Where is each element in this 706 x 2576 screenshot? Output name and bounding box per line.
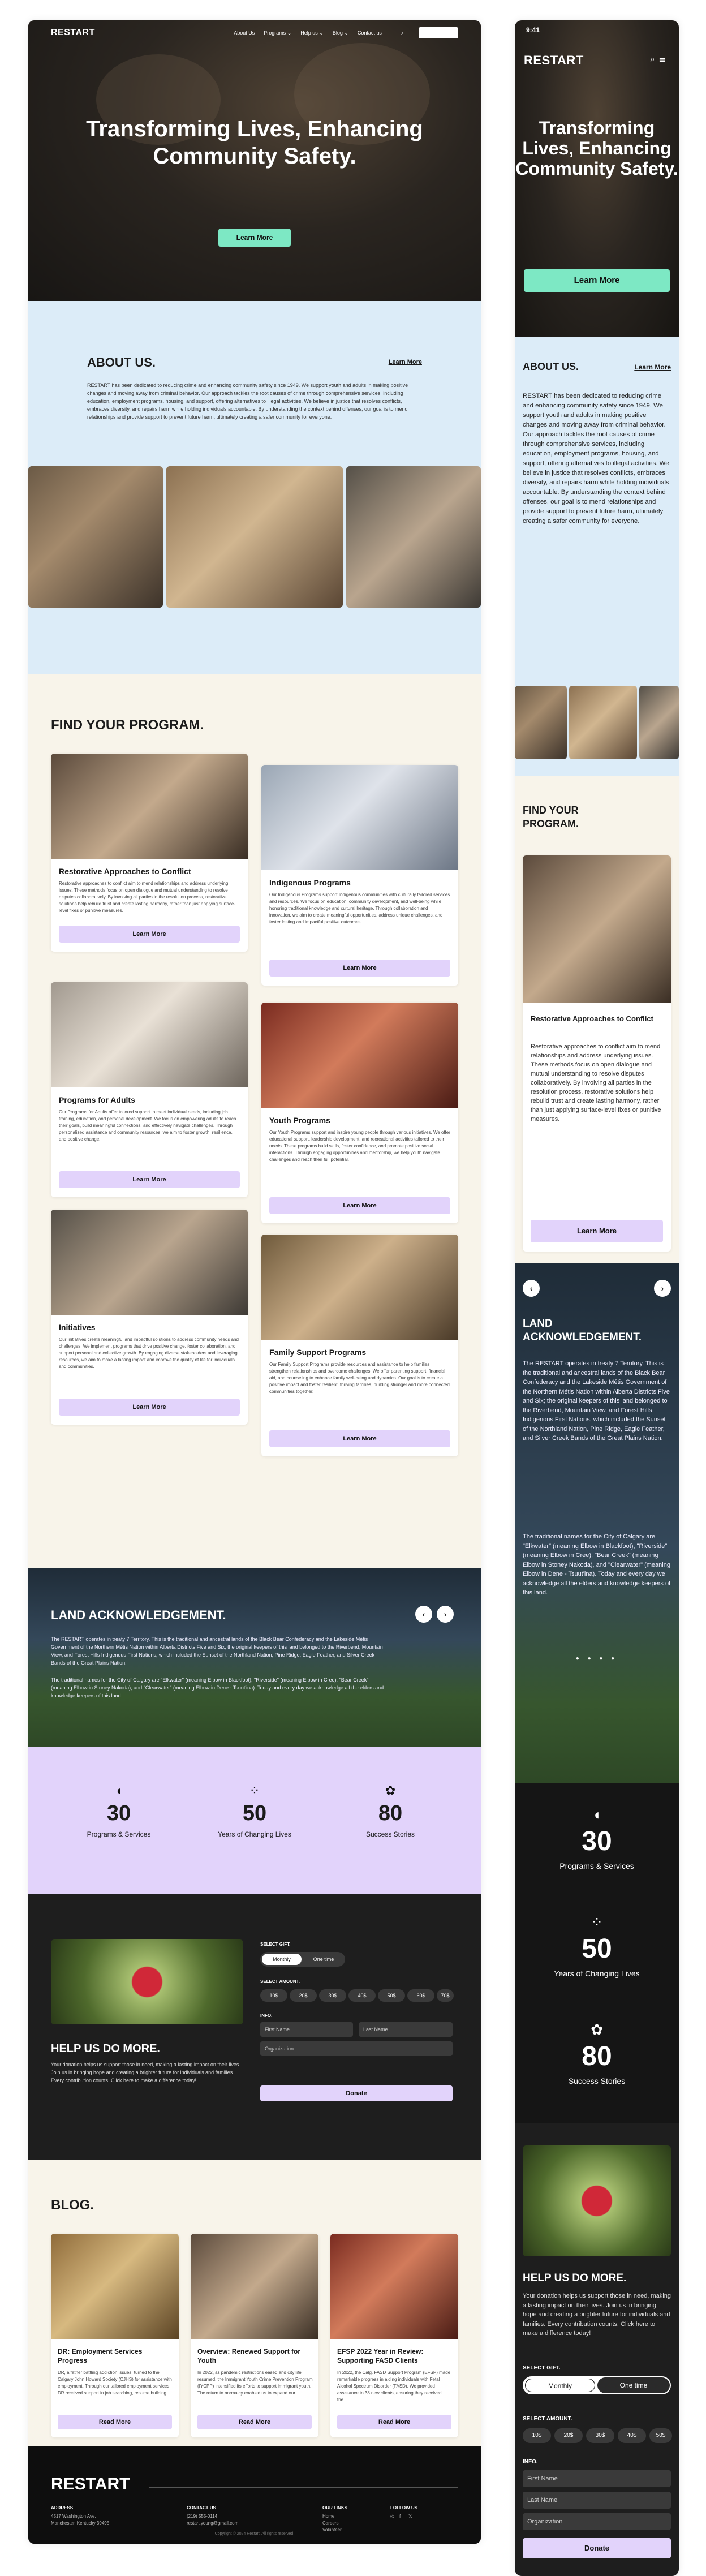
mobile-hero-learn-more-button[interactable]: Learn More <box>524 269 670 292</box>
donate-submit-button[interactable]: Donate <box>523 2538 671 2558</box>
program-learn-more-button[interactable]: Learn More <box>269 960 450 977</box>
mobile-about-photo <box>639 686 679 759</box>
mobile-stat-success <box>515 2021 679 2085</box>
carousel-dots[interactable]: ● ● ● ● <box>575 1655 618 1662</box>
program-card <box>261 765 458 986</box>
hero-title: Transforming Lives, Enhancing Community Safety. <box>86 117 423 169</box>
footer-logo: RESTART <box>51 2475 130 2493</box>
program-description: Restorative approaches to conflict aim to mend relationships and address underlying issues. These methods focus on open dialogue and mutual understanding to resolve disputes collaboratively. By involving all parties in the resolution process, restorative solutions help rebuild trust and create lasting harmony, rather than just applying surface-level fixes or punitive measures. <box>531 1043 661 1123</box>
program-learn-more-button[interactable]: Learn More <box>59 1171 240 1188</box>
mobile-about-section <box>515 337 679 776</box>
program-title: Initiatives <box>59 1323 96 1332</box>
desktop-mockup <box>28 20 481 2544</box>
mobile-about-title: ABOUT US. <box>523 361 579 372</box>
program-description: Our Programs for Adults offer tailored support to meet individual needs, including job training, education, and personal development. We focus on empowering adults to reach their goals, build meaningful connections, and effectively navigate challenges. Through personalized assistance and community resources, we aim to foster growth, resilience, and positive change. <box>59 1109 236 1142</box>
select-amount-label: SELECT AMOUNT. <box>260 1979 300 1984</box>
amount-option[interactable]: 40$ <box>348 1989 376 2002</box>
stat-value: 30 <box>582 1826 612 1856</box>
hero-section <box>28 20 481 301</box>
mobile-stats-section <box>515 1783 679 2123</box>
mobile-about-body: RESTART has been dedicated to reducing crime and enhancing community safety since 1949. We support youth and adults in making positive changes and moving away from criminal behavior. Our approach tackles the root causes of crime through comprehensive services, including education, employment programs, housing, and support, offering alternatives to illegal activities. We believe in justice that resolves conflicts, embraces diversity, and repairs harm while holding individuals accountable. By understanding the context behind offenses, our goal is to mend relationships and provide support to prevent future harm, ultimately creating a safer community for everyone. <box>523 393 669 524</box>
info-label: INFO. <box>260 2013 273 2018</box>
footer-address: 4517 Washington Ave. Manchester, Kentucky 39495 <box>51 2514 110 2526</box>
program-description: Our initiatives create meaningful and impactful solutions to address community needs and challenges. We implement programs that drive positive change, foster collaboration, and support personal and collective growth. By engaging diverse stakeholders and leveraging resources, we aim to make a lasting impact and improve the quality of life for individuals and communities. <box>59 1337 239 1369</box>
about-body: RESTART has been dedicated to reducing crime and enhancing community safety since 1949. We support youth and adults in making positive changes and moving away from criminal behavior. Our approach tackles the root causes of crime through comprehensive services, including education, employment programs, housing, and support, offering alternatives to illegal activities. We believe in justice that resolves conflicts, embraces diversity, and repairs harm while holding individuals accountable. By understanding the context behind offenses, our goal is to mend relationships and provide support to prevent future harm, ultimately creating a safer community for everyone. <box>87 382 408 420</box>
footer-links-heading: OUR LINKS <box>322 2505 347 2510</box>
carousel-prev-button[interactable]: ‹ <box>523 1280 540 1297</box>
program-image <box>51 754 248 859</box>
about-section <box>28 301 481 674</box>
blog-section <box>28 2160 481 2446</box>
footer-phone[interactable]: (219) 555-0114 <box>187 2514 218 2519</box>
top-nav <box>28 20 481 45</box>
program-image <box>261 765 458 870</box>
blog-post-title: EFSP 2022 Year in Review: Supporting FASD Clients <box>337 2347 424 2364</box>
mobile-donation-section <box>515 2123 679 2576</box>
amount-option[interactable]: 10$ <box>260 1989 287 2002</box>
land-title: LAND ACKNOWLEDGEMENT. <box>51 1608 226 1622</box>
land-acknowledgement-section <box>28 1568 481 1747</box>
nav-about[interactable]: About Us <box>234 30 255 36</box>
organization-input[interactable]: Organization <box>523 2513 671 2530</box>
flower-icon: ✿ <box>591 2021 603 2038</box>
blog-post-excerpt: In 2022, the Calg. FASD Support Program (EFSP) made remarkable progress in aiding individuals with Fetal Alcohol Spectrum Disorder (FASD). We provided assistance to 38 new clients, ensuring they received the... <box>337 2370 451 2402</box>
amount-option[interactable]: 70$ <box>437 1989 454 2002</box>
program-image <box>51 982 248 1087</box>
dots-icon: ⁘ <box>591 1913 603 1930</box>
mobile-land-title: LAND ACKNOWLEDGEMENT. <box>523 1318 642 1343</box>
mobile-land-acknowledgement-section <box>515 1263 679 1783</box>
mobile-program-card <box>523 855 671 1252</box>
gift-frequency-toggle <box>523 2376 671 2394</box>
blog-image <box>191 2234 318 2339</box>
stat-value: 50 <box>582 1934 612 1964</box>
land-paragraph-1: The RESTART operates in treaty 7 Territory. This is the traditional and ancestral lands of the Black Bear Confederacy and the Lakeside Métis Government of the Northern Métis Nation within Alberta Districts Five and Six; the original keepers of this land belonged to the Riverbend, Mountain View, and Forest Hills Indigenous First Nations, which included the Sunset of the Northland Nation, Pine Ridge, Eagle Feather, and Silver Creek Bands of the Great Plains Nation. <box>51 1636 383 1666</box>
last-name-input[interactable]: Last Name <box>523 2492 671 2509</box>
stat-success <box>334 1783 447 1838</box>
stat-value: 30 <box>106 1801 131 1825</box>
about-title: ABOUT US. <box>87 355 156 369</box>
program-description: Our Family Support Programs provide resources and assistance to help families strengthen relationships and overcome challenges. We offer parenting support, financial aid, and counseling to enhance family well-being and dynamics. Our goal is to create a positive impact and foster resilient, thriving families, building stronger and more connected communities together. <box>269 1362 450 1394</box>
carousel-next-button[interactable]: › <box>654 1280 671 1297</box>
program-learn-more-button[interactable]: Learn More <box>531 1220 663 1242</box>
blog-title: BLOG. <box>51 2197 94 2213</box>
donation-photo-heart <box>51 1939 243 2024</box>
amount-option[interactable]: 50$ <box>649 2428 672 2443</box>
select-amount-label: SELECT AMOUNT. <box>523 2416 572 2422</box>
amount-option[interactable]: 40$ <box>618 2428 646 2443</box>
mobile-about-learn-more-link[interactable]: Learn More <box>634 363 671 371</box>
select-gift-label: SELECT GIFT. <box>523 2365 561 2371</box>
brand-logo[interactable]: RESTART <box>51 28 95 37</box>
stat-label: Programs & Services <box>559 1861 634 1870</box>
program-description: Restorative approaches to conflict aim to mend relationships and address underlying issues. These methods focus on open dialogue and mutual understanding to resolve disputes collaboratively. By involving all parties in the resolution process, restorative solutions help rebuild trust and create lasting harmony, rather than just applying surface-level fixes or punitive measures. <box>59 881 236 913</box>
gift-frequency-toggle <box>260 1952 345 1967</box>
blog-post-excerpt: In 2022, as pandemic restrictions eased and city life resumed, the Immigrant Youth Crime Prevention Program (IYCPP) intensified its efforts to support immigrant youth. The return to normalcy enabled us to expand our... <box>197 2370 313 2396</box>
one-time-option[interactable]: One time <box>313 1956 334 1962</box>
mobile-about-photo <box>569 686 637 759</box>
stat-value: 50 <box>242 1801 267 1825</box>
stat-label: Success Stories <box>365 1830 415 1838</box>
program-learn-more-button[interactable]: Learn More <box>59 926 240 943</box>
stat-label: Success Stories <box>568 2076 626 2085</box>
program-learn-more-button[interactable]: Learn More <box>269 1430 450 1447</box>
mobile-programs-section <box>515 776 679 1263</box>
program-image <box>261 1003 458 1108</box>
nav-programs[interactable]: Programs ⌄ <box>264 29 292 36</box>
donation-section <box>28 1894 481 2160</box>
mobile-donation-photo-heart <box>523 2145 671 2256</box>
select-gift-label: SELECT GIFT. <box>260 1942 291 1947</box>
program-description: Our Youth Programs support and inspire young people through various initiatives. We offer educational support, leadership development, and recreational activities tailored to their needs. These programs build skills, foster confidence, and promote positive social interactions. Through engaging opportunities and mentorship, we help youth navigate challenges and reach their full potential. <box>269 1130 450 1162</box>
blog-post-title: Overview: Renewed Support for Youth <box>197 2347 301 2364</box>
programs-section <box>28 674 481 1568</box>
donation-title: HELP US DO MORE. <box>51 2042 160 2055</box>
program-image <box>51 1210 248 1315</box>
program-card <box>261 1003 458 1223</box>
mobile-land-paragraph-1: The RESTART operates in treaty 7 Territory. This is the traditional and ancestral lands of the Black Bear Confederacy and the Lakeside Métis Government of the Northern Métis Nation within Alberta Districts Five and Six; the original keepers of this land belonged to the Riverbend, Mountain View, and Forest Hills Indigenous First Nations, which included the Sunset of the Northland Nation, Pine Ridge, Eagle Feather, and Silver Creek Bands of the Great Plains Nation. <box>523 1360 670 1442</box>
amount-option[interactable]: 60$ <box>407 1989 434 2002</box>
blog-card <box>51 2234 179 2437</box>
carousel-next-button[interactable]: › <box>437 1606 454 1623</box>
footer-link-volunteer[interactable]: Volunteer <box>322 2527 342 2532</box>
blog-card <box>191 2234 318 2437</box>
stat-value: 80 <box>582 2041 612 2071</box>
about-photo-group <box>28 466 163 608</box>
info-label: INFO. <box>523 2459 538 2465</box>
program-title: Youth Programs <box>269 1116 330 1125</box>
first-name-input[interactable]: First Name <box>260 2022 353 2037</box>
read-more-button[interactable]: Read More <box>58 2415 172 2429</box>
read-more-button[interactable]: Read More <box>197 2415 312 2429</box>
instagram-icon[interactable]: ◎ <box>390 2514 394 2519</box>
stat-value: 80 <box>378 1801 403 1825</box>
donate-submit-button[interactable]: Donate <box>260 2085 453 2101</box>
amount-option[interactable]: 10$ <box>523 2428 551 2443</box>
search-icon[interactable]: ⌕ <box>401 29 404 36</box>
stat-programs <box>62 1783 175 1838</box>
stat-label: Programs & Services <box>87 1830 151 1838</box>
nav-help-us[interactable]: Help us ⌄ <box>300 29 324 36</box>
program-learn-more-button[interactable]: Learn More <box>269 1197 450 1214</box>
flower-icon: ✿ <box>385 1783 396 1797</box>
about-photo-volunteers <box>346 466 481 608</box>
program-card <box>51 1210 248 1425</box>
amount-option[interactable]: 20$ <box>554 2428 583 2443</box>
hero-learn-more-button[interactable]: Learn More <box>218 229 291 247</box>
mobile-stat-years <box>515 1913 679 1978</box>
program-title: Restorative Approaches to Conflict <box>531 1014 653 1023</box>
mobile-hero-section <box>515 20 679 337</box>
footer-divider <box>149 2487 458 2488</box>
monthly-option[interactable]: Monthly <box>525 2379 595 2392</box>
program-description: Our Indigenous Programs support Indigenous communities with culturally tailored services and resources. We focus on education, community development, and well-being while honoring traditional knowledge and cultural heritage. Through collaboration and innovation, we aim to create meaningful opportunities, address unique challenges, and foster lasting and impactful positive outcomes. <box>269 892 450 924</box>
program-title: Family Support Programs <box>269 1348 367 1357</box>
stat-years <box>198 1783 311 1838</box>
footer <box>28 2446 481 2544</box>
facebook-icon[interactable]: f <box>399 2514 401 2519</box>
organization-input[interactable]: Organization <box>260 2041 453 2056</box>
amount-option[interactable]: 50$ <box>378 1989 405 2002</box>
mobile-donation-body: Your donation helps us support those in need, making a lasting impact on their lives. Join us in bringing hope and creating a brighter future for individuals and families. Every contribution counts. Click here to make a difference today! <box>523 2293 671 2337</box>
mobile-programs-title: FIND YOUR PROGRAM. <box>523 805 579 829</box>
nav-blog[interactable]: Blog ⌄ <box>332 29 348 36</box>
carousel-prev-button[interactable]: ‹ <box>415 1606 432 1623</box>
program-image <box>261 1235 458 1340</box>
blog-post-excerpt: DR, a father battling addiction issues, turned to the Calgary John Howard Society (CJHS) for assistance with employment. Through our tailored employment services, DR received support in job searching, resume building... <box>58 2370 172 2396</box>
program-card <box>51 754 248 952</box>
amount-option[interactable]: 20$ <box>290 1989 317 2002</box>
monthly-option[interactable]: Monthly <box>262 1954 302 1965</box>
helmet-icon: ◖ <box>592 1806 601 1823</box>
mobile-status-time: 9:41 <box>526 26 540 34</box>
about-photo-team <box>166 466 343 608</box>
stat-label: Years of Changing Lives <box>554 1969 640 1978</box>
program-card <box>51 982 248 1197</box>
mobile-about-photo <box>515 686 567 759</box>
program-title: Programs for Adults <box>59 1095 135 1104</box>
stat-label: Years of Changing Lives <box>218 1830 291 1838</box>
first-name-input[interactable]: First Name <box>523 2470 671 2487</box>
mobile-donation-title: HELP US DO MORE. <box>523 2272 627 2284</box>
blog-card <box>330 2234 458 2437</box>
search-icon[interactable]: ⌕ <box>650 54 660 63</box>
footer-email[interactable]: restart.young@gmail.com <box>187 2521 239 2526</box>
blog-image <box>330 2234 458 2339</box>
hamburger-menu-icon[interactable]: ☰ <box>659 54 670 63</box>
footer-link-home[interactable]: Home <box>322 2514 335 2519</box>
last-name-input[interactable]: Last Name <box>359 2022 453 2037</box>
amount-option[interactable]: 30$ <box>319 1989 346 2002</box>
program-image <box>523 855 671 1003</box>
program-card <box>261 1235 458 1456</box>
copyright: Copyright © 2024 Restart. All rights reserved. <box>214 2532 295 2536</box>
blog-post-title: DR: Employment Services Progress <box>58 2347 143 2364</box>
program-title: Restorative Approaches to Conflict <box>59 867 191 876</box>
amount-option[interactable]: 30$ <box>586 2428 614 2443</box>
mobile-mockup <box>515 20 679 2576</box>
dots-icon: ⁘ <box>249 1783 260 1797</box>
mobile-brand-logo[interactable]: RESTART <box>524 53 584 67</box>
land-paragraph-2: The traditional names for the City of Calgary are "Elkwater" (meaning Elbow in Blackfoot), "Riverside" (meaning Elbow in Cree), "Bear Creek" (meaning Elbow in Stoney Nakoda), and "Clearwater" (meaning Elbow in Dene - Tsuut'ina). Today and every day we acknowledge all the elders and knowledge keepers of this land. <box>51 1677 384 1698</box>
stats-section <box>28 1747 481 1894</box>
mobile-land-paragraph-2: The traditional names for the City of Calgary are "Elkwater" (meaning Elbow in Blackfoot), "Riverside" (meaning Elbow in Cree), "Bear Creek" (meaning Elbow in Stoney Nakoda), and "Clearwater" (meaning Elbow in Dene - Tsuut'ina). Today and every day we acknowledge all the elders and knowledge keepers of this land. <box>523 1533 671 1596</box>
programs-title: FIND YOUR PROGRAM. <box>51 717 204 733</box>
footer-follow-heading: FOLLOW US <box>390 2505 417 2510</box>
donation-body: Your donation helps us support those in need, making a lasting impact on their lives. Join us in bringing hope and creating a brighter future for individuals and families. Every contribution counts. Click here to make a difference today! <box>51 2062 240 2083</box>
mobile-search-menu-icons[interactable] <box>651 54 670 64</box>
footer-address-heading: ADDRESS <box>51 2505 74 2510</box>
donate-now-button[interactable]: Donate Now <box>419 27 458 38</box>
nav-contact[interactable]: Contact us <box>357 30 382 36</box>
read-more-button[interactable]: Read More <box>337 2415 451 2429</box>
x-twitter-icon[interactable]: 𝕏 <box>408 2514 412 2519</box>
blog-image <box>51 2234 179 2339</box>
footer-contact-heading: CONTACT US <box>187 2505 216 2510</box>
about-learn-more-link[interactable]: Learn More <box>388 359 422 365</box>
mobile-stat-programs <box>515 1806 679 1870</box>
helmet-icon: ◖ <box>115 1783 123 1797</box>
one-time-option[interactable]: One time <box>597 2377 670 2393</box>
program-learn-more-button[interactable]: Learn More <box>59 1399 240 1416</box>
mobile-hero-title: Transforming Lives, Enhancing Community Safety. <box>515 118 678 179</box>
program-title: Indigenous Programs <box>269 878 351 887</box>
footer-link-careers[interactable]: Careers <box>322 2521 339 2526</box>
